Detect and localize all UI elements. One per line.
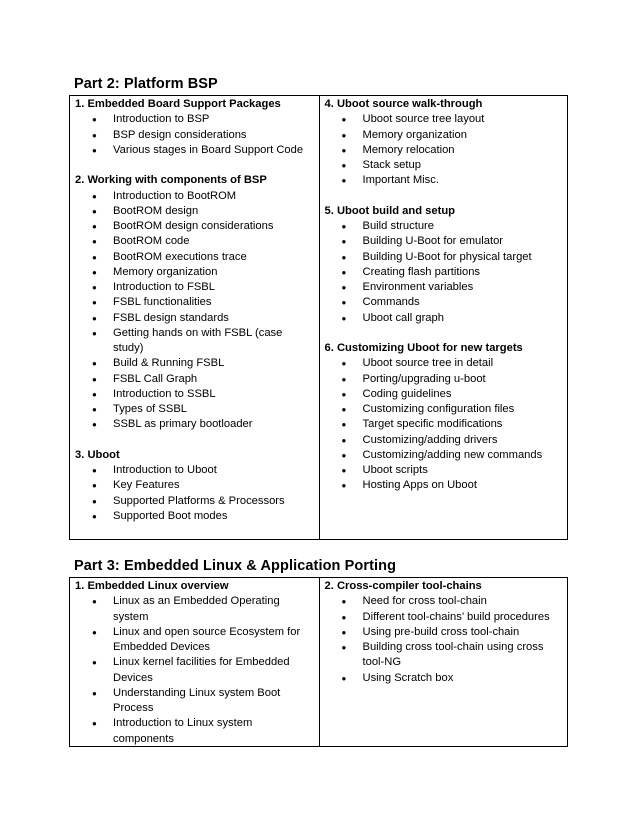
list-item: ● Commands <box>342 295 564 310</box>
section-heading: 2. Working with components of BSP <box>75 174 267 187</box>
list-item: ● FSBL design standards <box>92 311 315 326</box>
section-heading: 3. Uboot <box>75 448 120 461</box>
list-item: ● Build structure <box>342 219 564 234</box>
list-item: ● Customizing configuration files <box>342 402 564 417</box>
list-item: ● Uboot source tree layout <box>342 112 564 127</box>
list-item: ● Using Scratch box <box>342 671 564 686</box>
list-item: ● Introduction to Uboot <box>92 463 315 478</box>
bullet-list <box>325 594 564 686</box>
list-item: ● Important Misc. <box>342 173 564 188</box>
list-item: ● Linux kernel facilities for Embedded Devices <box>92 655 315 686</box>
section-heading: 1. Embedded Linux overview <box>75 580 229 592</box>
section-heading: 4. Uboot source walk-through <box>324 98 483 110</box>
list-item: ● Different tool-chains’ build procedures <box>342 610 564 625</box>
list-item: ● Stack setup <box>342 158 564 173</box>
list-item: ● Introduction to BSP <box>92 112 315 127</box>
part3-title: Part 3: Embedded Linux & Application Porting <box>74 558 397 574</box>
list-item: ● Key Features <box>92 478 315 493</box>
list-item: ● Supported Boot modes <box>92 509 315 524</box>
list-item: ● Target specific modifications <box>342 417 564 432</box>
list-item: ● BootROM executions trace <box>92 250 315 265</box>
bullet-list <box>75 594 315 747</box>
list-item: ● Linux as an Embedded Operating system <box>92 594 315 625</box>
list-item: ● BootROM design <box>92 204 315 219</box>
part2-right-column <box>319 96 568 539</box>
list-item: ● Introduction to Linux system components <box>92 716 315 747</box>
section-heading: 6. Customizing Uboot for new targets <box>324 342 523 354</box>
list-item: ● Uboot call graph <box>342 311 564 326</box>
list-item: ● FSBL Call Graph <box>92 372 315 387</box>
bullet-list <box>325 112 564 188</box>
list-item: ● Various stages in Board Support Code <box>92 143 315 158</box>
list-item: ● Memory relocation <box>342 143 564 158</box>
list-item: ● Types of SSBL <box>92 402 315 417</box>
list-item: ● Using pre-build cross tool-chain <box>342 625 564 640</box>
part3-left-column <box>70 578 319 746</box>
bullet-list <box>75 189 315 433</box>
section-heading: 2. Cross-compiler tool-chains <box>324 580 482 592</box>
list-item: ● Hosting Apps on Uboot <box>342 478 564 493</box>
list-item: ● Uboot scripts <box>342 463 564 478</box>
bullet-list <box>75 463 315 524</box>
list-item: ● Linux and open source Ecosystem for Embedded Devices <box>92 625 315 656</box>
list-item: ● Introduction to SSBL <box>92 387 315 402</box>
list-item: ● FSBL functionalities <box>92 295 315 310</box>
list-item: ● Build & Running FSBL <box>92 356 315 371</box>
part2-title: Part 2: Platform BSP <box>74 76 218 92</box>
list-item: ● Creating flash partitions <box>342 265 564 280</box>
list-item: ● Building U-Boot for physical target <box>342 250 564 265</box>
part3-right-column <box>319 578 568 746</box>
list-item: ● Coding guidelines <box>342 387 564 402</box>
list-item: ● Getting hands on with FSBL (case study) <box>92 326 315 357</box>
list-item: ● Porting/upgrading u-boot <box>342 372 564 387</box>
list-item: ● Need for cross tool-chain <box>342 594 564 609</box>
bullet-list <box>75 112 315 158</box>
bullet-list <box>325 219 564 326</box>
section-heading: 1. Embedded Board Support Packages <box>75 98 281 110</box>
list-item: ● Introduction to BootROM <box>92 189 315 204</box>
list-item: ● SSBL as primary bootloader <box>92 417 315 432</box>
part2-left-column <box>70 96 319 539</box>
list-item: ● Building cross tool-chain using cross tool-NG <box>342 640 564 671</box>
list-item: ● Memory organization <box>92 265 315 280</box>
list-item: ● BSP design considerations <box>92 128 315 143</box>
section-heading: 5. Uboot build and setup <box>324 204 456 217</box>
list-item: ● Introduction to FSBL <box>92 280 315 295</box>
part3-table <box>69 577 568 747</box>
part2-table <box>69 95 568 540</box>
list-item: ● BootROM code <box>92 234 315 249</box>
list-item: ● Understanding Linux system Boot Process <box>92 686 315 717</box>
list-item: ● Memory organization <box>342 128 564 143</box>
bullet-list <box>325 356 564 493</box>
list-item: ● Environment variables <box>342 280 564 295</box>
list-item: ● Customizing/adding new commands <box>342 448 564 463</box>
list-item: ● Uboot source tree in detail <box>342 356 564 371</box>
list-item: ● Customizing/adding drivers <box>342 433 564 448</box>
list-item: ● Supported Platforms & Processors <box>92 494 315 509</box>
list-item: ● BootROM design considerations <box>92 219 315 234</box>
list-item: ● Building U-Boot for emulator <box>342 234 564 249</box>
